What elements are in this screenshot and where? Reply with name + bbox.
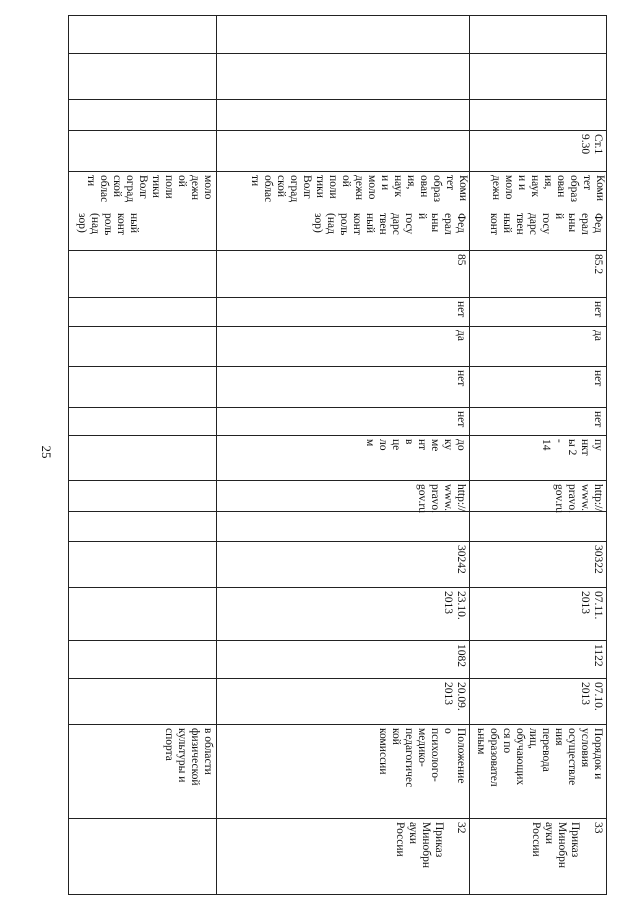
table-cell <box>216 640 469 678</box>
approval-date: 07.10. 2013 <box>579 682 604 711</box>
document-type: Приказ Минобрн ауки России <box>530 822 581 869</box>
flag-value: нет <box>455 411 467 428</box>
table-cell <box>469 640 606 678</box>
authority-text: моло дежн ой поли тики Волг оград ской облас ти <box>85 175 214 203</box>
table-cell <box>216 724 469 818</box>
control-type: Фед ерал ьны й госу дарс твен ный конт <box>488 213 604 235</box>
registration-date: 07.11. 2013 <box>579 591 604 620</box>
ministry-section-text: в области физической культуры и спорта <box>163 728 214 786</box>
registration-number: 30322 <box>592 545 604 574</box>
registration-number: 30242 <box>455 545 467 574</box>
control-text: ный конт роль (над зор) <box>76 213 140 236</box>
table-cell <box>216 130 469 171</box>
table-cell <box>216 297 469 326</box>
registration-date: 23.10. 2013 <box>442 591 467 620</box>
table-cell <box>68 724 216 818</box>
table-cell <box>216 326 469 366</box>
koap-article: Ст.1 9.30 <box>579 134 604 155</box>
table-cell <box>68 171 216 250</box>
table-cell <box>469 130 606 171</box>
okved-code: 85 <box>455 254 467 266</box>
table-cell <box>469 818 583 894</box>
table-cell <box>216 541 469 587</box>
source-link[interactable]: http:// www. pravo. gov.ru <box>553 484 604 514</box>
page-number: 25 <box>39 445 54 459</box>
table-cell <box>469 587 606 640</box>
table-cell <box>216 678 469 724</box>
scope-text: пу нкт ы 2 - 14 <box>540 439 604 456</box>
table-cell <box>216 435 469 480</box>
source-link[interactable]: http:// www. pravo. gov.ru <box>416 484 467 514</box>
flag-value: нет <box>592 370 604 387</box>
table-cell <box>469 541 606 587</box>
table-cell <box>216 171 469 250</box>
table-cell <box>469 171 606 250</box>
table-border-bottom <box>68 894 607 895</box>
table-border-right <box>606 15 607 895</box>
table-border-top <box>68 15 607 16</box>
document-number: 1122 <box>592 644 604 667</box>
row-divider <box>68 53 607 54</box>
flag-value: нет <box>592 301 604 318</box>
scope-text: до ку ме нт в це ло м <box>364 439 467 452</box>
row-divider <box>68 99 607 100</box>
authority-text: Коми тет образ ован ия, наук и и моло дежн <box>490 175 606 202</box>
table-cell <box>469 407 606 435</box>
okved-code: 85.2 <box>592 254 604 275</box>
flag-value: да <box>592 330 604 341</box>
row-number: 32 <box>455 822 467 834</box>
table-cell <box>216 587 469 640</box>
table-cell <box>216 407 469 435</box>
table-cell <box>469 326 606 366</box>
flag-value: нет <box>592 411 604 428</box>
table-cell <box>469 480 606 541</box>
table-cell <box>469 678 606 724</box>
rotated-regulations-table <box>68 15 607 895</box>
approval-date: 20.09. 2013 <box>442 682 467 711</box>
authority-text: Коми тет образ ован ия, наук и и моло дежн ой поли тики Волг оград ской облас ти <box>249 175 469 203</box>
flag-value: нет <box>455 370 467 387</box>
control-type: Фед ерал ьны й госу дарс твен ный конт роль (над зор) <box>312 213 467 236</box>
row-number: 33 <box>592 822 604 834</box>
document-name: Положение о психолого- медико- педагогичес кой комиссии <box>377 728 467 788</box>
flag-value: да <box>455 330 467 341</box>
document-number: 1082 <box>455 644 467 667</box>
table-cell <box>216 366 469 407</box>
table-cell <box>469 435 606 480</box>
table-cell <box>216 480 469 541</box>
document-name: Порядок и условия осуществле ния перевода лиц, обучающих ся по образовател ьным <box>475 728 604 787</box>
flag-value: нет <box>455 301 467 318</box>
table-cell <box>469 250 606 297</box>
table-cell <box>469 297 606 326</box>
document-type: Приказ Минобрн ауки России <box>394 822 445 869</box>
table-cell <box>469 724 606 818</box>
table-cell <box>469 366 606 407</box>
table-cell <box>216 818 469 894</box>
